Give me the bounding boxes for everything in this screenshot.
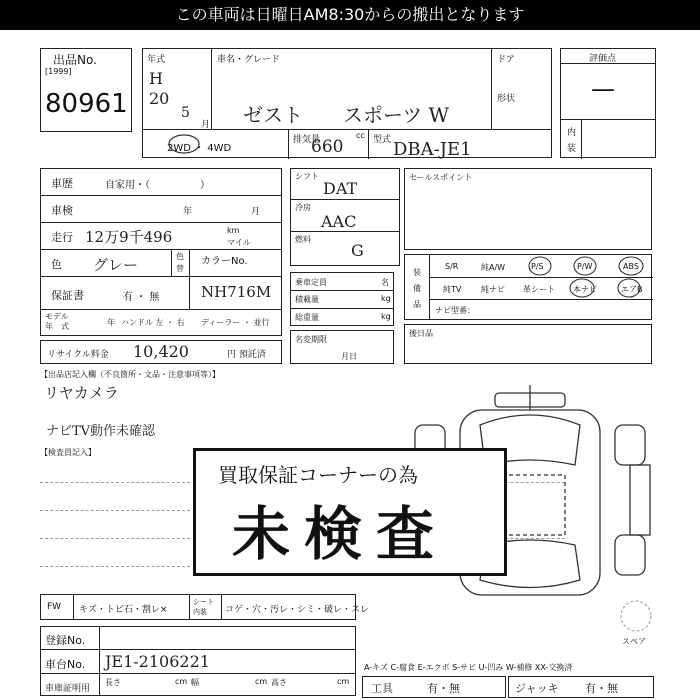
- equipment-circle-marks: [405, 255, 653, 299]
- mileage-value: 12万9千496: [85, 228, 173, 246]
- model-code-label: 型式: [373, 135, 392, 145]
- equipment-label-1: 装: [413, 268, 421, 277]
- inspection-label: 車検: [51, 204, 73, 217]
- seat-label-2: 内装: [193, 608, 207, 616]
- vehicle-detail-block: [40, 168, 282, 336]
- cert-label: 車庫証明用: [45, 684, 91, 694]
- load-label: 積載量: [295, 295, 319, 304]
- color-value: グレー: [93, 256, 139, 274]
- drive-options: 2WD ・ 4WD: [167, 143, 232, 154]
- model-year-month: 5: [181, 105, 190, 121]
- after-items-label: 後日品: [409, 329, 433, 338]
- name-change-unit: 月日: [341, 352, 357, 361]
- car-grade: スポーツ W: [343, 103, 450, 127]
- cert-height-unit: cm: [337, 677, 350, 686]
- sales-point-box: [404, 168, 652, 250]
- seat-items: コゲ・穴・汚レ・シミ・破レ・スレ: [225, 605, 370, 615]
- tools-box: [362, 676, 506, 698]
- capacity-label: 乗車定員: [295, 278, 327, 287]
- score-box: [560, 48, 656, 158]
- tools-options: 有・無: [427, 682, 460, 695]
- capacity-block: [290, 272, 394, 326]
- mileage-label: 走行: [51, 231, 73, 244]
- name-change-label: 名変期限: [295, 335, 327, 344]
- cert-width-unit: cm: [255, 677, 268, 686]
- lot-number-label: 出品No.: [53, 53, 97, 67]
- notes-line-1: リヤカメラ: [44, 384, 119, 402]
- stamp-line-2: 未検査: [232, 500, 449, 568]
- registration-block: [40, 626, 356, 696]
- fw-items: キズ・トビ石・割レ×: [79, 605, 168, 615]
- drive-circle-mark: [167, 133, 201, 155]
- color-no-value: NH716M: [201, 283, 272, 301]
- model-row-handle: ハンドル 左 ・ 右: [121, 318, 185, 327]
- model-row-year-unit: 年: [107, 318, 115, 327]
- registration-label: 登録No.: [45, 634, 86, 647]
- interior-label-2: 装: [567, 144, 577, 154]
- equipment-box: [404, 254, 652, 320]
- interior-label-1: 内: [567, 128, 577, 138]
- model-row-label-2: 年 式: [45, 322, 69, 331]
- score-label: 評価点: [589, 54, 617, 64]
- cert-height: 高さ: [271, 678, 287, 687]
- warranty-options: 有 ・ 無: [123, 292, 160, 303]
- inspector-label: 【検査員記入】: [40, 448, 96, 457]
- spare-label: スペア: [622, 637, 646, 646]
- mileage-unit-mile: マイル: [227, 238, 251, 247]
- weight-unit: kg: [381, 312, 391, 321]
- shift-ac-fuel-block: [290, 168, 400, 266]
- history-value: 自家用・（ ）: [105, 180, 210, 191]
- fw-row: [40, 594, 370, 620]
- car-name: ゼスト: [243, 103, 303, 127]
- top-banner: この車両は日曜日AM8:30からの搬出となります: [0, 0, 700, 30]
- cert-width: 幅: [191, 678, 199, 687]
- fuel-label: 燃料: [295, 235, 311, 244]
- jack-label: ジャッキ: [515, 682, 559, 695]
- stamp-box: [193, 448, 507, 576]
- cert-length: 長さ: [105, 678, 121, 687]
- equip-sr: S/R: [445, 262, 459, 271]
- model-year-era: H: [149, 69, 163, 88]
- recycle-unit: 円 預託済: [227, 350, 266, 360]
- ac-value: AAC: [321, 212, 357, 231]
- warranty-label: 保証書: [51, 289, 84, 302]
- cert-length-unit: cm: [175, 677, 188, 686]
- equip-tv: 純TV: [443, 285, 462, 294]
- chassis-label: 車台No.: [45, 658, 86, 671]
- shift-value: DAT: [323, 179, 358, 198]
- weight-label: 総重量: [295, 313, 319, 322]
- color-changed-label-1: 色: [176, 252, 184, 261]
- inspection-year-unit: 年: [183, 207, 193, 217]
- shape-label: 形状: [497, 94, 516, 104]
- equip-airbag: エアB: [621, 285, 643, 294]
- recycle-value: 10,420: [133, 342, 189, 361]
- history-label: 車歴: [51, 177, 73, 190]
- model-row-dealer: ディーラー ・ 並行: [201, 318, 270, 327]
- chassis-value: JE1-2106221: [105, 652, 210, 671]
- jack-options: 有・無: [585, 682, 618, 695]
- tools-label: 工具: [371, 682, 393, 695]
- displacement-label: 排気量: [293, 135, 321, 145]
- equip-navi: 純ナビ: [481, 285, 505, 294]
- notes-line-2: ナビTV動作未確認: [46, 424, 156, 439]
- recycle-label: リサイクル料金: [47, 350, 109, 360]
- seat-label-1: シート: [193, 598, 214, 606]
- sales-point-label: セールスポイント: [409, 173, 473, 182]
- color-label: 色: [51, 258, 62, 271]
- fuel-value: G: [351, 241, 364, 260]
- inspection-month-unit: 月: [251, 207, 261, 217]
- model-row-label-1: モデル: [45, 312, 69, 321]
- door-label: ドア: [497, 55, 515, 65]
- shift-label: シフト: [295, 172, 319, 181]
- equip-leather-seat: 革シート: [523, 285, 555, 294]
- equip-abs: ABS: [623, 262, 639, 271]
- load-unit: kg: [381, 294, 391, 303]
- nav-model-label: ナビ型番：: [435, 306, 475, 315]
- model-year-month-unit: 月: [201, 120, 211, 130]
- notes-label: 【出品店記入欄（不良箇所・文品・注意事項等）】: [40, 370, 220, 379]
- spare-tire-icon: [618, 598, 654, 634]
- capacity-unit: 名: [381, 278, 389, 287]
- displacement-unit: cc: [356, 131, 365, 140]
- car-name-label: 車名・グレード: [217, 55, 281, 65]
- model-code-value: DBA-JE1: [393, 139, 472, 160]
- score-value: —: [591, 75, 615, 103]
- name-change-block: [290, 330, 394, 364]
- displacement-value: 660: [311, 137, 344, 157]
- equip-other-navi: 本ナビ: [573, 285, 597, 294]
- lot-year-tag: [1999]: [45, 67, 72, 76]
- equip-power-steering: P/S: [531, 262, 544, 271]
- equip-alloy-wheel: 純A/W: [481, 263, 506, 272]
- stamp-line-1: 買取保証コーナーの為: [218, 463, 418, 487]
- fw-label: FW: [47, 602, 62, 612]
- equip-power-window: P/W: [577, 262, 593, 271]
- lot-number: 80961: [45, 89, 128, 119]
- mileage-unit-km: km: [227, 226, 240, 235]
- model-year-value: 20: [149, 89, 170, 108]
- recycle-fee-box: [40, 340, 282, 364]
- equipment-label-2: 備: [413, 284, 421, 293]
- damage-legend: A-キズ C-腐食 E-エクボ S-サビ U-凹み W-補修 XX-交換済: [364, 663, 573, 672]
- jack-box: [508, 676, 654, 698]
- equipment-label-3: 品: [413, 300, 421, 309]
- color-changed-label-2: 替: [176, 264, 184, 273]
- header-block: [142, 48, 552, 158]
- color-no-label: カラーNo.: [201, 256, 248, 267]
- after-items-box: [404, 324, 652, 364]
- lot-number-box: [40, 48, 132, 132]
- ac-label: 冷房: [295, 203, 311, 212]
- model-year-label: 年式: [147, 55, 166, 65]
